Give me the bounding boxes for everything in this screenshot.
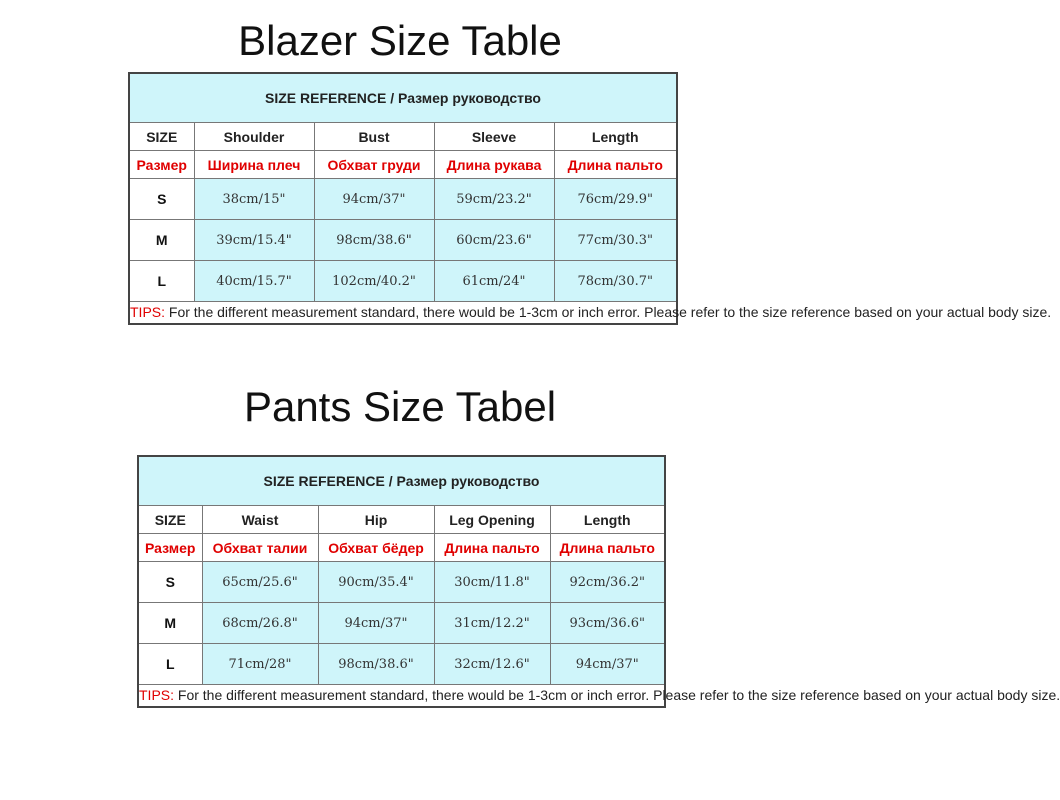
column-header-russian: Обхват груди bbox=[314, 151, 434, 179]
size-label: M bbox=[138, 603, 202, 644]
column-header: SIZE bbox=[129, 123, 194, 151]
measurement-cell: 61cm/24" bbox=[434, 261, 554, 302]
measurement-cell: 30cm/11.8" bbox=[434, 562, 550, 603]
column-header-russian: Обхват бёдер bbox=[318, 534, 434, 562]
size-reference-header: SIZE REFERENCE / Размер руководство bbox=[138, 456, 665, 506]
column-header: Waist bbox=[202, 506, 318, 534]
measurement-cell: 94cm/37" bbox=[318, 603, 434, 644]
measurement-cell: 77cm/30.3" bbox=[554, 220, 677, 261]
table-row bbox=[129, 179, 677, 220]
column-header-russian: Размер bbox=[129, 151, 194, 179]
measurement-cell: 98cm/38.6" bbox=[318, 644, 434, 685]
column-header: Length bbox=[550, 506, 665, 534]
measurement-cell: 93cm/36.6" bbox=[550, 603, 665, 644]
column-header: Length bbox=[554, 123, 677, 151]
column-header-russian: Длина пальто bbox=[550, 534, 665, 562]
measurement-cell: 32cm/12.6" bbox=[434, 644, 550, 685]
column-header-russian: Размер bbox=[138, 534, 202, 562]
tips-note bbox=[138, 685, 1060, 708]
tips-label: TIPS: bbox=[139, 687, 175, 703]
pants-title: Pants Size Tabel bbox=[243, 383, 557, 430]
column-header: Bust bbox=[314, 123, 434, 151]
blazer-size-table bbox=[128, 72, 1052, 325]
measurement-cell: 60cm/23.6" bbox=[434, 220, 554, 261]
size-label: S bbox=[129, 179, 194, 220]
tips-note bbox=[129, 302, 1052, 325]
tips-text: For the different measurement standard, there would be 1-3cm or inch error. Please refer to the size reference based on your actual body size. bbox=[174, 687, 1060, 703]
column-header-russian: Обхват талии bbox=[202, 534, 318, 562]
pants-size-table bbox=[137, 455, 1060, 708]
measurement-cell: 71cm/28" bbox=[202, 644, 318, 685]
size-label: M bbox=[129, 220, 194, 261]
column-header: Leg Opening bbox=[434, 506, 550, 534]
measurement-cell: 31cm/12.2" bbox=[434, 603, 550, 644]
size-label: L bbox=[138, 644, 202, 685]
column-header: SIZE bbox=[138, 506, 202, 534]
size-label: S bbox=[138, 562, 202, 603]
measurement-cell: 94cm/37" bbox=[314, 179, 434, 220]
column-header-russian: Ширина плеч bbox=[194, 151, 314, 179]
tips-text: For the different measurement standard, there would be 1-3cm or inch error. Please refer to the size reference based on your actual body size. bbox=[165, 304, 1052, 320]
measurement-cell: 59cm/23.2" bbox=[434, 179, 554, 220]
measurement-cell: 38cm/15" bbox=[194, 179, 314, 220]
table-row bbox=[129, 261, 677, 302]
measurement-cell: 68cm/26.8" bbox=[202, 603, 318, 644]
measurement-cell: 98cm/38.6" bbox=[314, 220, 434, 261]
size-label: L bbox=[129, 261, 194, 302]
measurement-cell: 40cm/15.7" bbox=[194, 261, 314, 302]
column-header: Shoulder bbox=[194, 123, 314, 151]
measurement-cell: 94cm/37" bbox=[550, 644, 665, 685]
table-row bbox=[138, 562, 665, 603]
tips-label: TIPS: bbox=[130, 304, 166, 320]
measurement-cell: 78cm/30.7" bbox=[554, 261, 677, 302]
column-header: Hip bbox=[318, 506, 434, 534]
column-header-russian: Длина рукава bbox=[434, 151, 554, 179]
column-header-russian: Длина пальто bbox=[434, 534, 550, 562]
size-reference-header: SIZE REFERENCE / Размер руководство bbox=[129, 73, 677, 123]
column-header-russian: Длина пальто bbox=[554, 151, 677, 179]
table-row bbox=[138, 644, 665, 685]
blazer-title: Blazer Size Table bbox=[238, 17, 562, 64]
measurement-cell: 76cm/29.9" bbox=[554, 179, 677, 220]
measurement-cell: 39cm/15.4" bbox=[194, 220, 314, 261]
measurement-cell: 102cm/40.2" bbox=[314, 261, 434, 302]
table-row bbox=[138, 603, 665, 644]
table-row bbox=[129, 220, 677, 261]
measurement-cell: 92cm/36.2" bbox=[550, 562, 665, 603]
column-header: Sleeve bbox=[434, 123, 554, 151]
measurement-cell: 65cm/25.6" bbox=[202, 562, 318, 603]
measurement-cell: 90cm/35.4" bbox=[318, 562, 434, 603]
